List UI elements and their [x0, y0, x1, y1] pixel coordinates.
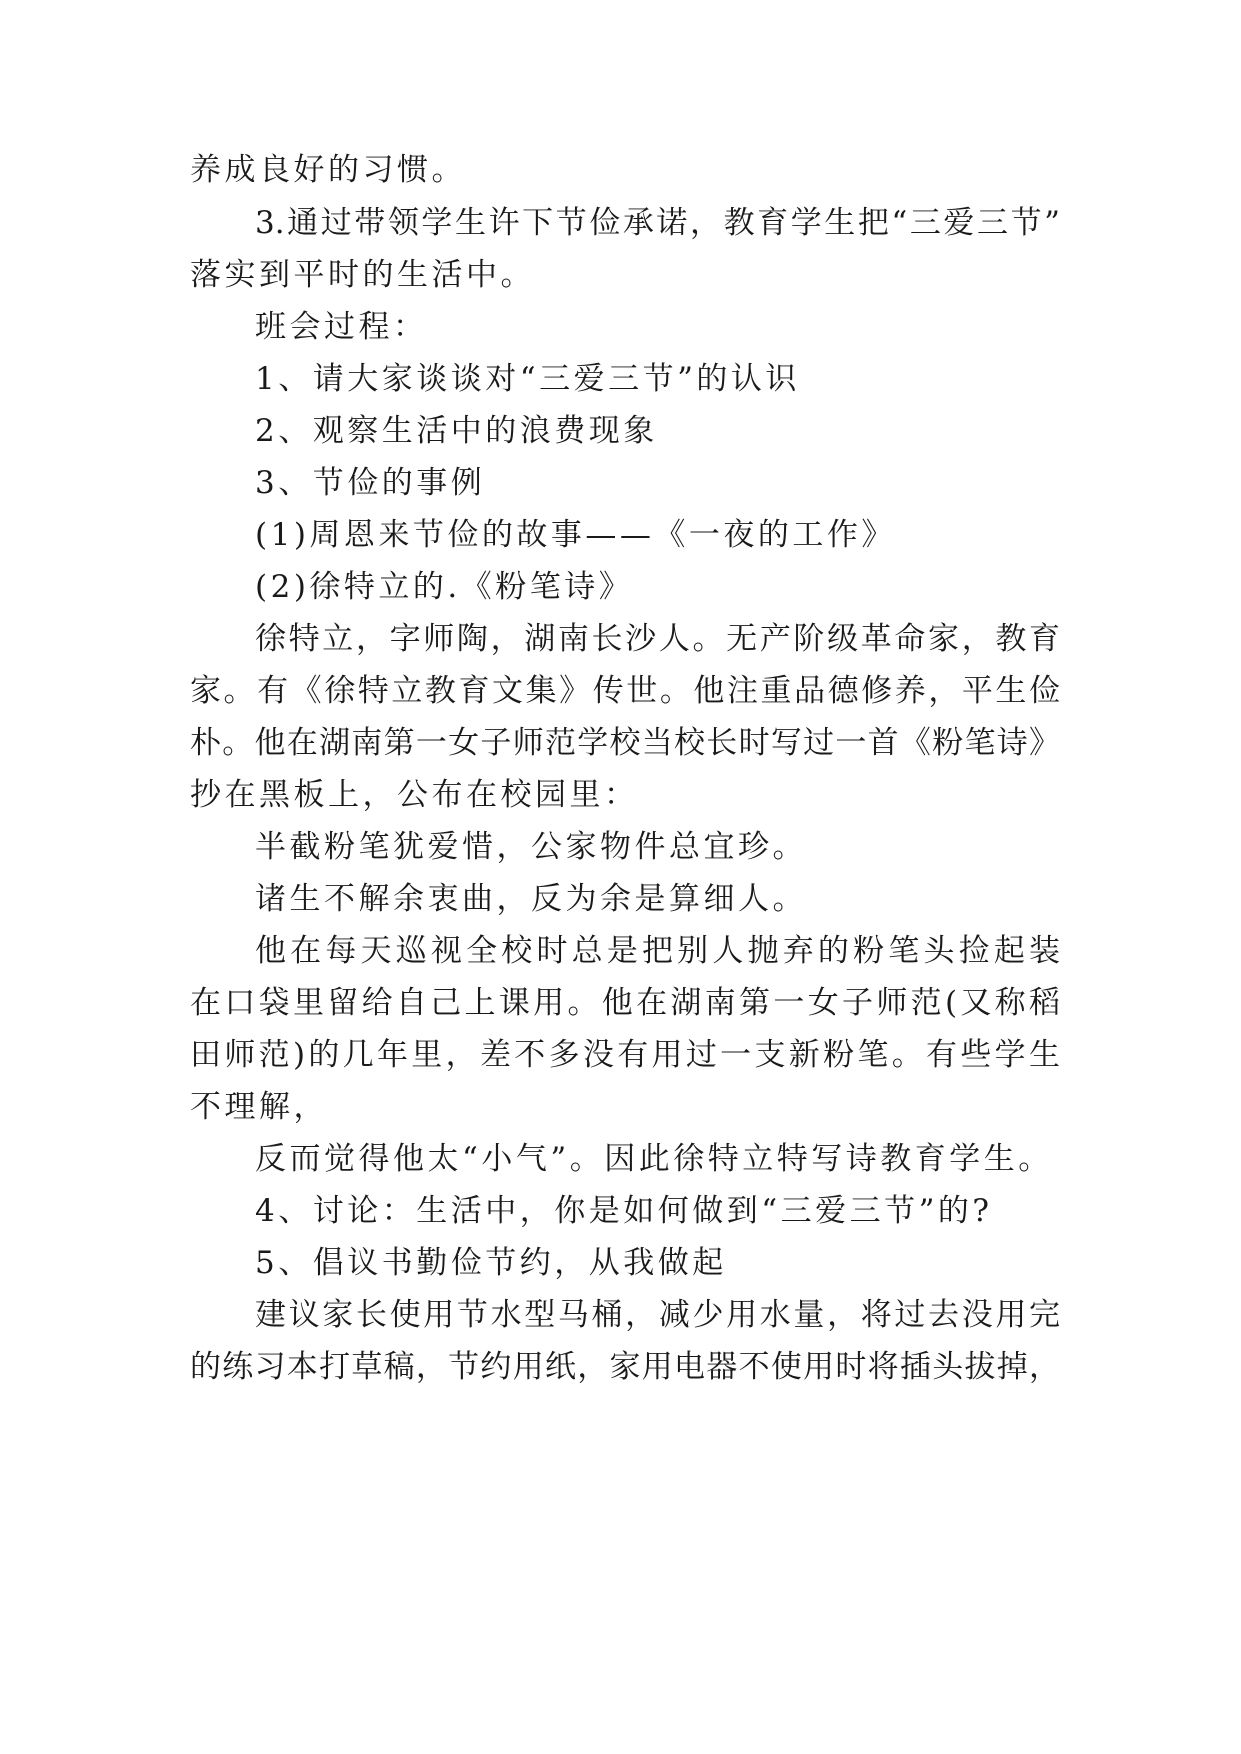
list-item: (1)周恩来节俭的故事——《一夜的工作》: [255, 517, 896, 553]
poem-line: 诸生不解余衷曲，反为余是算细人。: [255, 881, 807, 917]
paragraph-line: 家。有《徐特立教育文集》传世。他注重品德修养，平生俭: [190, 673, 1060, 709]
paragraph-line: 落实到平时的生活中。: [190, 257, 535, 293]
paragraph-line: 抄在黑板上，公布在校园里：: [190, 777, 639, 813]
list-item: (2)徐特立的.《粉笔诗》: [255, 569, 634, 605]
paragraph-line: 他在每天巡视全校时总是把别人抛弃的粉笔头捡起装: [255, 933, 1060, 969]
paragraph-line: 徐特立，字师陶，湖南长沙人。无产阶级革命家，教育: [255, 621, 1060, 657]
paragraph-line: 养成良好的习惯。: [190, 152, 466, 188]
list-item: 5、倡议书勤俭节约，从我做起: [255, 1245, 727, 1281]
paragraph-line: 朴。他在湖南第一女子师范学校当校长时写过一首《粉笔诗》: [190, 725, 1060, 761]
poem-line: 半截粉笔犹爱惜，公家物件总宜珍。: [255, 829, 807, 865]
paragraph-line: 在口袋里留给自己上课用。他在湖南第一女子师范(又称稻: [190, 985, 1060, 1021]
section-heading: 班会过程：: [255, 309, 428, 345]
paragraph-line: 反而觉得他太“小气”。因此徐特立特写诗教育学生。: [255, 1141, 1053, 1177]
paragraph-line: 3.通过带领学生许下节俭承诺，教育学生把“三爱三节”: [255, 205, 1060, 241]
paragraph-line: 田师范)的几年里，差不多没有用过一支新粉笔。有些学生: [190, 1037, 1060, 1073]
list-item: 1、请大家谈谈对“三爱三节”的认识: [255, 361, 800, 397]
paragraph-line: 建议家长使用节水型马桶，减少用水量，将过去没用完: [255, 1297, 1060, 1333]
list-item: 3、节俭的事例: [255, 465, 486, 501]
paragraph-line: 不理解，: [190, 1089, 328, 1125]
list-item: 2、观察生活中的浪费现象: [255, 413, 658, 449]
list-item: 4、讨论：生活中，你是如何做到“三爱三节”的?: [255, 1193, 993, 1229]
paragraph-line: 的练习本打草稿，节约用纸，家用电器不使用时将插头拔掉，: [190, 1349, 1060, 1385]
